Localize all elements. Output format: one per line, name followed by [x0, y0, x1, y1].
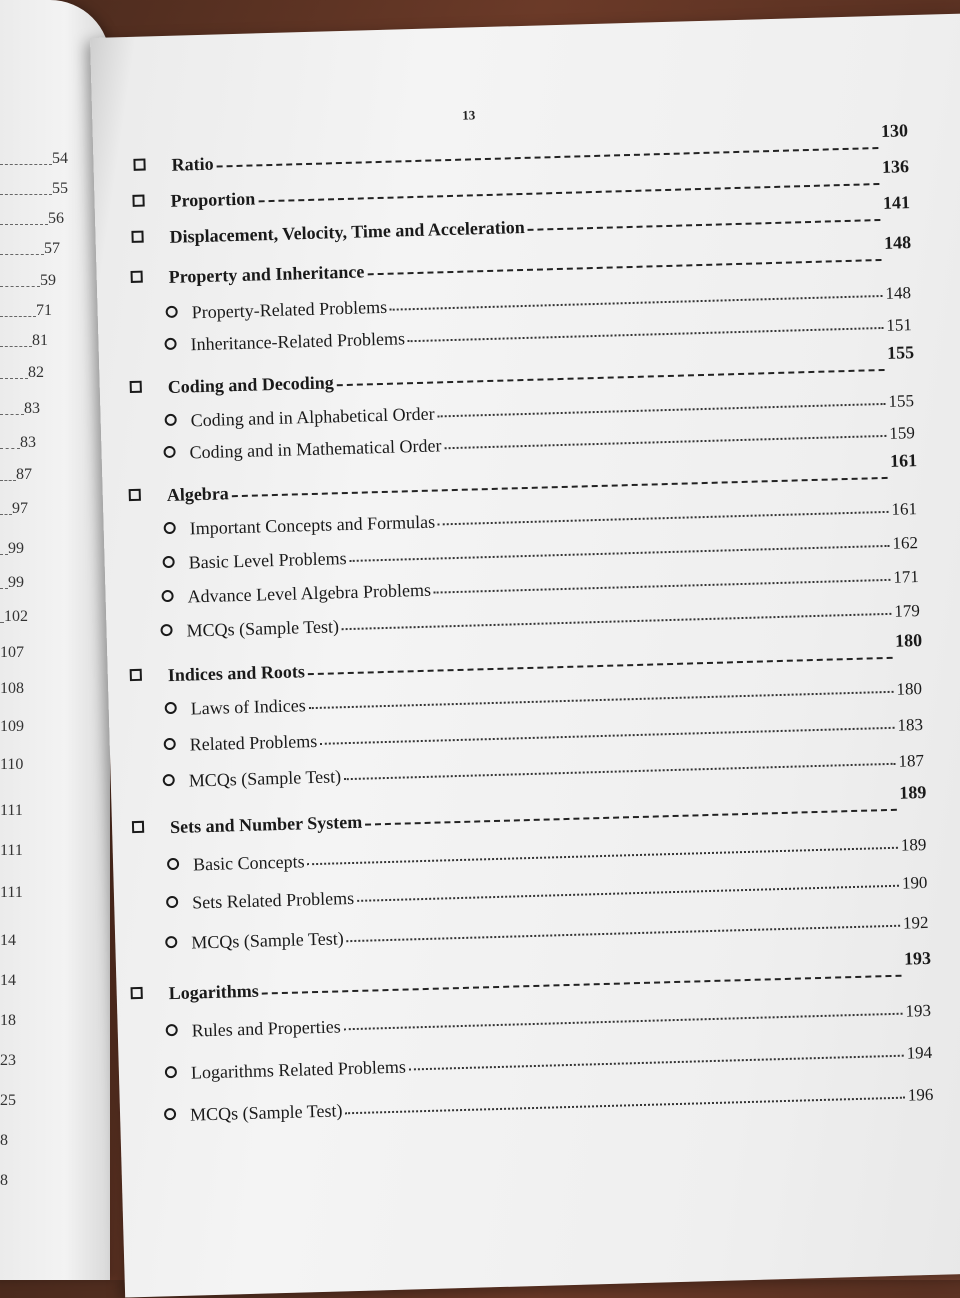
toc-title: Logarithms — [168, 980, 259, 1004]
checkbox-bullet-icon — [130, 669, 142, 681]
toc-title: MCQs (Sample Test) — [188, 766, 342, 791]
leader-line — [409, 1055, 904, 1071]
left-page-number: 57 — [0, 240, 60, 264]
circle-bullet-icon — [166, 896, 178, 908]
toc-page-number: 187 — [898, 750, 925, 771]
toc-page-number: 193 — [905, 1000, 932, 1021]
circle-bullet-icon — [163, 446, 175, 458]
checkbox-bullet-icon — [131, 231, 143, 243]
leader-line — [320, 727, 894, 745]
toc-title: MCQs (Sample Test) — [186, 616, 340, 641]
circle-bullet-icon — [163, 774, 175, 786]
left-page-number: 54 — [0, 150, 68, 174]
left-page-number: 8 — [0, 1132, 8, 1149]
leader-line — [309, 691, 894, 709]
toc-page-number: 189 — [900, 834, 927, 855]
leader-line — [262, 975, 902, 995]
checkbox-bullet-icon — [130, 381, 142, 393]
toc-title: Related Problems — [189, 730, 318, 755]
leader-line — [445, 435, 887, 449]
left-page-number: 71 — [0, 302, 52, 326]
left-page-number: 111 — [0, 884, 23, 901]
left-page-number: 83 — [0, 400, 40, 424]
leader-line — [342, 613, 891, 630]
toc-title: Algebra — [166, 483, 230, 506]
checkbox-bullet-icon — [131, 987, 143, 999]
circle-bullet-icon — [165, 702, 177, 714]
toc-title: Basic Level Problems — [188, 548, 347, 573]
toc-page-number: 161 — [889, 450, 918, 471]
checkbox-bullet-icon — [133, 159, 145, 171]
left-page-number: 14 — [0, 932, 16, 949]
toc-page-number: 155 — [888, 391, 915, 411]
toc-page-number: 161 — [891, 499, 918, 519]
toc-title: Coding and Decoding — [167, 372, 335, 397]
circle-bullet-icon — [165, 936, 177, 948]
left-page-number: 83 — [0, 434, 36, 458]
leader-line — [367, 259, 881, 275]
toc-page-number: 194 — [906, 1042, 933, 1063]
leader-line — [344, 763, 895, 780]
left-page-number: 102 — [0, 608, 28, 632]
left-page-number: 14 — [0, 972, 16, 989]
toc-page-number: 159 — [889, 423, 916, 443]
left-page-number: 56 — [0, 210, 64, 234]
toc-page-number: 190 — [901, 872, 928, 893]
toc-page-number: 193 — [903, 947, 932, 969]
toc-page-number: 183 — [897, 715, 924, 735]
circle-bullet-icon — [165, 1066, 177, 1078]
toc-page-number: 155 — [886, 342, 915, 363]
toc-title: Inheritance-Related Problems — [190, 328, 406, 355]
toc-subsection — [164, 1033, 939, 1085]
leader-line — [258, 183, 879, 202]
leader-line — [344, 1013, 903, 1031]
toc-page-number: 180 — [894, 630, 923, 651]
left-page-number: 23 — [0, 1052, 16, 1069]
toc-title: Coding and in Mathematical Order — [189, 435, 442, 463]
toc-page-number: 180 — [896, 679, 923, 699]
left-page-number: 87 — [0, 466, 32, 490]
circle-bullet-icon — [161, 590, 173, 602]
left-page-number: 111 — [0, 842, 23, 859]
right-page — [90, 12, 960, 1297]
toc-page-number: 130 — [880, 120, 909, 141]
leader-line — [346, 1097, 905, 1115]
toc-title: MCQs (Sample Test) — [189, 1100, 343, 1125]
left-page-number: 107 — [0, 644, 24, 661]
checkbox-bullet-icon — [132, 195, 144, 207]
circle-bullet-icon — [165, 414, 177, 426]
left-page-number: 55 — [0, 180, 68, 204]
leader-line — [408, 327, 883, 342]
circle-bullet-icon — [160, 624, 172, 636]
toc-title: Laws of Indices — [190, 695, 306, 719]
toc-title: Sets Related Problems — [191, 887, 355, 913]
toc-title: Sets and Number System — [169, 811, 363, 838]
circle-bullet-icon — [164, 338, 176, 350]
circle-bullet-icon — [166, 1024, 178, 1036]
toc-page-number: 192 — [902, 912, 929, 933]
left-page-number: 109 — [0, 718, 24, 735]
checkbox-bullet-icon — [131, 271, 143, 283]
toc-title: Displacement, Velocity, Time and Acceleration — [169, 216, 526, 247]
toc-page-number: 171 — [893, 567, 920, 587]
page-number: 13 — [462, 107, 476, 123]
toc-title: MCQs (Sample Test) — [191, 928, 344, 953]
left-page-number: 59 — [0, 272, 56, 296]
circle-bullet-icon — [164, 522, 176, 534]
leader-line — [434, 579, 890, 594]
toc-title: Advance Level Algebra Problems — [187, 579, 432, 607]
toc-subsection — [164, 1075, 941, 1127]
left-page-number: 82 — [0, 364, 44, 388]
leader-line — [438, 511, 888, 526]
toc-page-number: 148 — [883, 232, 912, 253]
toc-title: Property and Inheritance — [168, 261, 365, 287]
toc-title: Logarithms Related Problems — [190, 1056, 407, 1083]
toc-page-number: 179 — [894, 601, 921, 621]
left-page-number: 25 — [0, 1092, 16, 1109]
leader-line — [347, 925, 900, 942]
toc-page-number: 162 — [892, 533, 919, 553]
toc-page-number: 196 — [907, 1084, 934, 1105]
toc-title: Indices and Roots — [167, 661, 306, 686]
left-page-number: 81 — [0, 332, 48, 356]
left-page-number: 8 — [0, 1172, 8, 1189]
checkbox-bullet-icon — [132, 821, 144, 833]
left-page-number: 110 — [0, 756, 24, 773]
leader-line — [357, 885, 899, 902]
leader-line — [365, 809, 897, 826]
left-page-number: 99 — [0, 540, 24, 564]
toc-page-number: 151 — [886, 315, 913, 335]
toc-title: Property-Related Problems — [191, 296, 388, 323]
left-page-number: 18 — [0, 1012, 16, 1029]
left-page-number: 111 — [0, 802, 23, 819]
left-page-number: 97 — [0, 500, 28, 524]
toc-page-number: 136 — [881, 156, 910, 177]
checkbox-bullet-icon — [129, 489, 141, 501]
toc-title: Important Concepts and Formulas — [189, 511, 436, 539]
toc-page-number: 141 — [882, 192, 911, 213]
table-of-contents — [113, 120, 934, 1125]
circle-bullet-icon — [167, 858, 179, 870]
left-page-number: 99 — [0, 574, 24, 598]
toc-title: Proportion — [170, 188, 256, 211]
leader-line — [528, 219, 881, 231]
toc-page-number: 148 — [885, 283, 912, 303]
circle-bullet-icon — [164, 1108, 176, 1120]
left-page-number: 108 — [0, 680, 24, 697]
toc-title: Coding and in Alphabetical Order — [190, 403, 435, 431]
toc-title: Ratio — [171, 153, 214, 175]
circle-bullet-icon — [166, 306, 178, 318]
circle-bullet-icon — [164, 738, 176, 750]
toc-page-number: 189 — [899, 781, 927, 803]
circle-bullet-icon — [162, 556, 174, 568]
toc-title: Rules and Properties — [191, 1016, 341, 1041]
leader-line — [308, 847, 898, 865]
toc-title: Basic Concepts — [192, 851, 305, 875]
